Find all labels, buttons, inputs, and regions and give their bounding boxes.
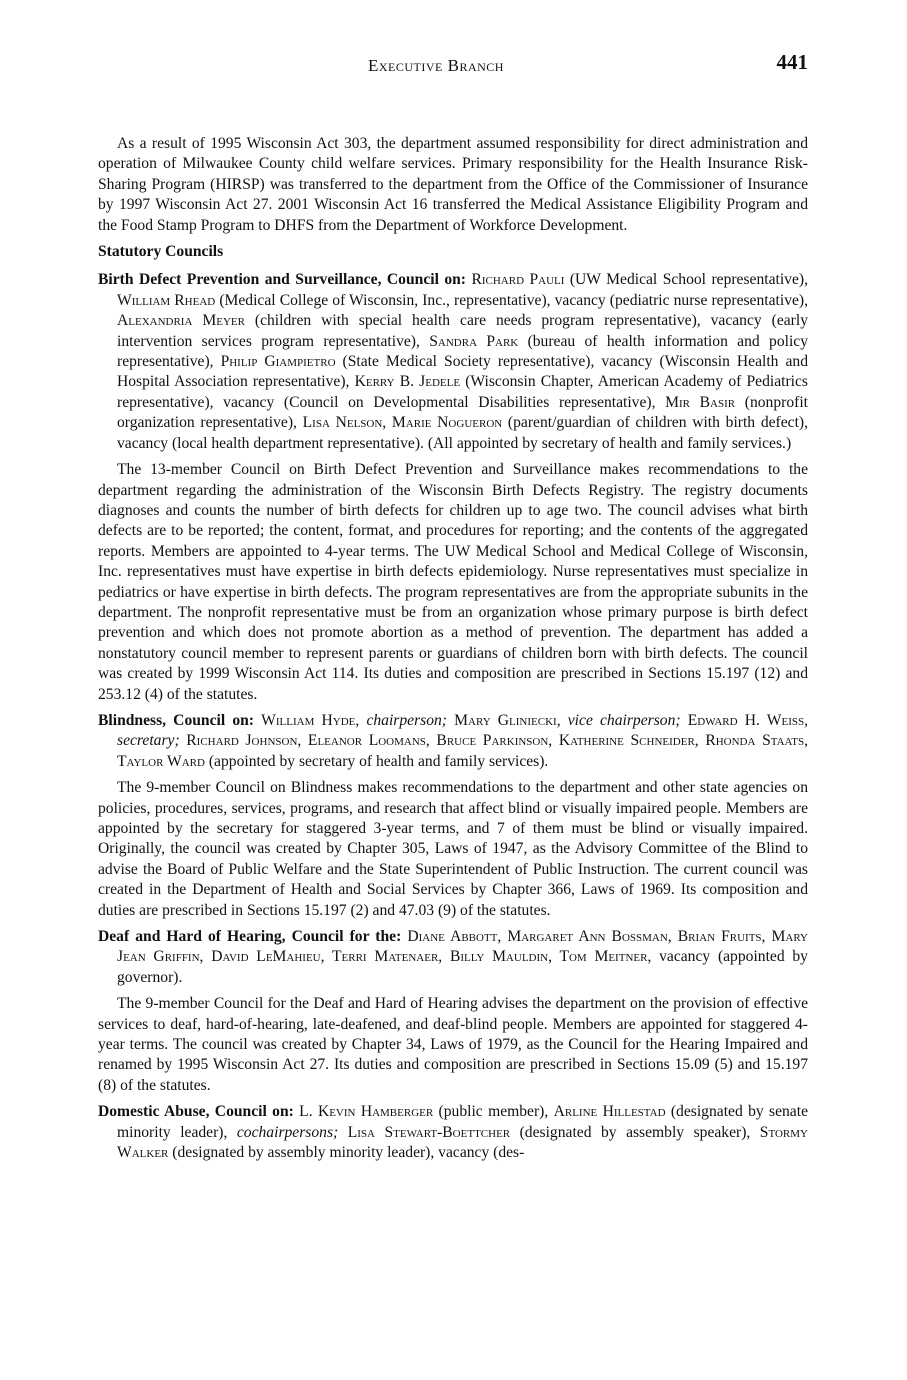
member-role: vacancy (appointed by governor).	[117, 948, 808, 986]
member-role: (UW Medical School representative),	[564, 271, 808, 289]
member-role: (Wisconsin Chapter, American Academy of Pediatrics representative), vacancy (Council on Developmental Disabilities representative),	[117, 373, 808, 411]
member-name: Mary Gliniecki,	[454, 711, 561, 729]
member-name: Diane Abbott, Margaret Ann Bossman, Brian Fruits, Mary Jean Griffin, David LeMahieu, Terri Matenaer, Billy Mauldin, Tom Meitner,	[117, 928, 808, 966]
member-role: (State Medical Society representative), vacancy (Wisconsin Health and Hospital Association representative),	[117, 353, 808, 391]
section-heading: Statutory Councils	[98, 243, 224, 261]
member-name: Stormy Walker	[117, 1123, 808, 1162]
officer-role: vice chairperson;	[567, 711, 681, 729]
member-name: Arline Hillestad	[553, 1103, 666, 1121]
member-role: (designated by assembly speaker),	[510, 1123, 760, 1141]
member-role: (parent/guardian of children with birth defect), vacancy (local health department representative). (All appointed by secretary of health and family services.)	[117, 414, 808, 452]
council-entry-blindness	[98, 711, 808, 772]
member-role: (bureau of health information and policy representative),	[117, 332, 808, 371]
member-role: (Medical College of Wisconsin, Inc., representative), vacancy (pediatric nurse representative),	[215, 291, 809, 309]
council-description-birth-defect: The 13-member Council on Birth Defect Prevention and Surveillance makes recommendations to the department regarding the administration of the Wisconsin Birth Defects Registry. The registry documents diagnoses and counts the number of birth defects for children up to age two. The council advises what birth defects are to be reported; the content, format, and procedures for reporting; and the contents of the aggregated reports. Members are appointed to 4-year terms. The UW Medical School and Medical College of Wisconsin, Inc. representatives must have expertise in birth defects epidemiology. Nurse representatives must specialize in pediatrics or have expertise in birth defects. The program representatives are from the appropriate subunits in the department. The nonprofit representative must be from an organization whose primary purpose is birth defect prevention and which does not promote abortion as a method of prevention. The department has added a nonstatutory council member to represent parents or guardians of children born with birth defects. The council was created by 1999 Wisconsin Act 114. Its duties and composition are prescribed in Sections 15.197 (12) and 253.12 (4) of the statutes.	[98, 461, 808, 703]
member-name: Richard Johnson, Eleanor Loomans, Bruce Parkinson, Katherine Schneider, Rhonda Staats, Taylor Ward	[117, 732, 808, 770]
council-title: Blindness, Council on:	[98, 711, 254, 729]
member-name: Richard Pauli	[471, 271, 565, 289]
council-description-deaf: The 9-member Council for the Deaf and Hard of Hearing advises the department on the provision of effective services to deaf, hard-of-hearing, late-deafened, and deaf-blind people. Members are appointed for staggered 4-year terms. The council was created by Chapter 34, Laws of 1979, as the Council for the Hearing Impaired and renamed by 1995 Wisconsin Act 27. Its duties and composition are prescribed in Sections 15.09 (5) and 15.197 (8) of the statutes.	[98, 995, 808, 1094]
member-name: Alexandria Meyer	[117, 312, 245, 330]
member-role: (designated by assembly minority leader), vacancy (des-	[168, 1144, 525, 1162]
member-name: Lisa Stewart-Boettcher	[347, 1123, 511, 1141]
council-entry-deaf	[98, 927, 808, 988]
member-name: Lisa Nelson, Marie Nogueron	[302, 414, 503, 432]
member-name: Mir Basir	[665, 393, 736, 411]
officer-role: secretary;	[117, 732, 180, 750]
intro-paragraph: As a result of 1995 Wisconsin Act 303, the department assumed responsibility for direct administration and operation of Milwaukee County child welfare services. Primary responsibility for the Health Insurance Risk-Sharing Program (HIRSP) was transferred to the department from the Office of the Commissioner of Insurance by 1997 Wisconsin Act 27. 2001 Wisconsin Act 16 transferred the Medical Assistance Eligibility Program and the Food Stamp Program to DHFS from the Department of Workforce Development.	[98, 135, 808, 234]
member-role: (children with special health care needs program representative), vacancy (early intervention services program representative),	[117, 312, 808, 350]
member-role: (designated by senate minority leader),	[117, 1103, 808, 1141]
member-role: (public member),	[433, 1103, 554, 1121]
council-title: Deaf and Hard of Hearing, Council for the:	[98, 928, 402, 946]
officer-role: chairperson;	[366, 711, 447, 729]
member-name: Kerry B. Jedele	[354, 373, 461, 391]
page-header	[98, 48, 808, 82]
member-role: (appointed by secretary of health and family services).	[204, 752, 549, 770]
council-title: Domestic Abuse, Council on:	[98, 1103, 294, 1121]
member-name: William Rhead	[117, 291, 216, 309]
member-name: Edward H. Weiss,	[687, 711, 808, 729]
member-role: (nonprofit organization representative),	[117, 393, 808, 432]
member-name: William Hyde,	[261, 711, 360, 729]
council-description-blindness: The 9-member Council on Blindness makes recommendations to the department and other state agencies on policies, procedures, services, programs, and research that affect blind or visually impaired people. Members are appointed by the secretary for staggered 3-year terms, and 7 of them must be blind or visually impaired. Originally, the council was created by Chapter 305, Laws of 1947, as the Advisory Committee of the Blind to advise the Board of Public Welfare and the State Superintendent of Public Instruction. The current council was created in the Department of Health and Social Services by Chapter 366, Laws of 1969. Its composition and duties are prescribed in Sections 15.197 (2) and 47.03 (9) of the statutes.	[98, 779, 808, 919]
page-body	[98, 134, 808, 1164]
council-entry-birth-defect	[98, 270, 808, 454]
member-name: L. Kevin Hamberger	[299, 1103, 434, 1121]
council-entry-domestic-abuse	[98, 1102, 808, 1163]
page-number: 441	[776, 50, 808, 74]
council-title: Birth Defect Prevention and Surveillance, Council on:	[98, 271, 467, 289]
officer-role: cochairpersons;	[236, 1123, 339, 1141]
member-name: Philip Giampietro	[220, 353, 336, 371]
document-page	[98, 48, 808, 1170]
running-head: Executive Branch	[368, 56, 504, 75]
member-name: Sandra Park	[429, 332, 519, 350]
